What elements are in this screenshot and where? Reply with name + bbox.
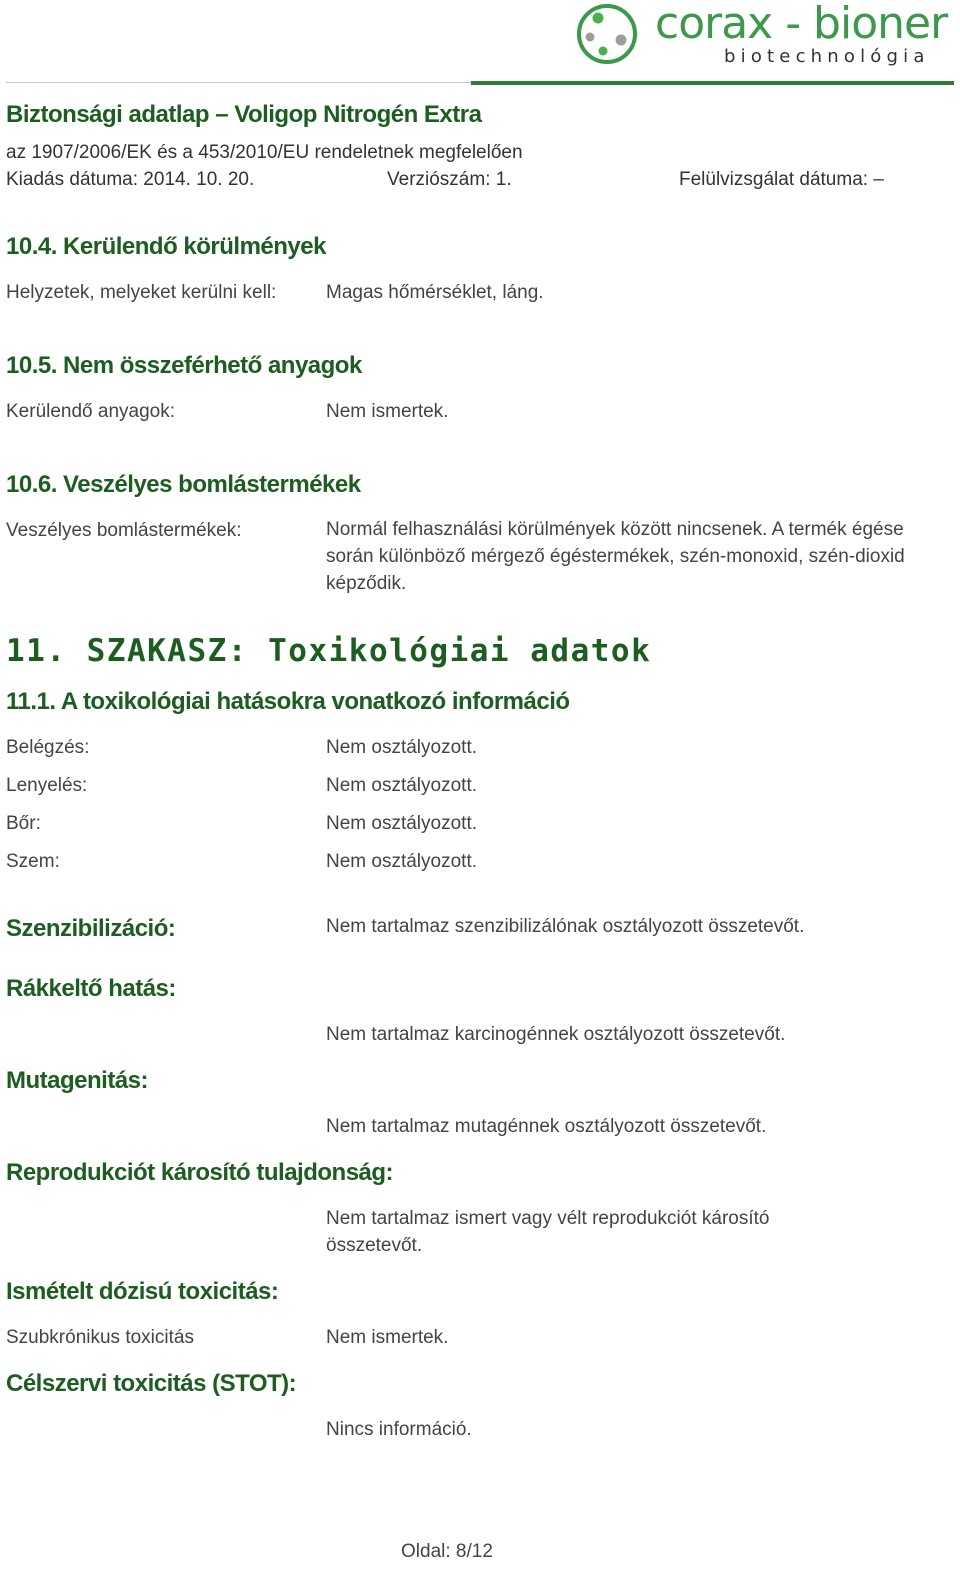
mutagenicity-value: Nem tartalmaz mutagénnek osztályozott összetevőt. <box>326 1116 767 1137</box>
stot-heading: Célszervi toxicitás (STOT): <box>6 1370 297 1397</box>
regulation-text: az 1907/2006/EK és a 453/2010/EU rendeletnek megfelelően <box>6 142 523 163</box>
section-10-5-label: Kerülendő anyagok: <box>6 401 176 422</box>
stot-value: Nincs információ. <box>326 1419 472 1440</box>
reproductive-toxicity-heading: Reprodukciót károsító tulajdonság: <box>6 1159 394 1186</box>
subchronic-toxicity-label: Szubkrónikus toxicitás <box>6 1327 194 1348</box>
mutagenicity-heading: Mutagenitás: <box>6 1067 149 1094</box>
header-divider <box>6 82 472 83</box>
review-date: Felülvizsgálat dátuma: – <box>679 169 884 190</box>
skin-label: Bőr: <box>6 813 41 834</box>
logo-name: corax - bioner <box>655 0 948 49</box>
eye-value: Nem osztályozott. <box>326 851 477 872</box>
section-11-1-heading: 11.1. A toxikológiai hatásokra vonatkozó információ <box>6 688 570 715</box>
section-10-4-label: Helyzetek, melyeket kerülni kell: <box>6 282 277 303</box>
carcinogenicity-heading: Rákkeltő hatás: <box>6 975 176 1002</box>
section-10-6-value: Normál felhasználási körülmények között nincsenek. A termék égése során különböző mérgező égéstermékek, szén-monoxid, szén-dioxid képződik. <box>326 519 905 594</box>
section-10-4-value: Magas hőmérséklet, láng. <box>326 282 544 303</box>
ingestion-value: Nem osztályozott. <box>326 775 477 796</box>
ingestion-label: Lenyelés: <box>6 775 88 796</box>
section-10-5-value: Nem ismertek. <box>326 401 449 422</box>
reproductive-toxicity-value: Nem tartalmaz ismert vagy vélt reprodukciót károsító összetevőt. <box>326 1208 770 1256</box>
corax-bioner-logo-icon <box>576 3 638 65</box>
section-11-heading: 11. SZAKASZ: Toxikológiai adatok <box>6 633 652 669</box>
eye-label: Szem: <box>6 851 60 872</box>
repeated-dose-heading: Ismételt dózisú toxicitás: <box>6 1278 279 1305</box>
inhalation-label: Belégzés: <box>6 737 90 758</box>
document-title: Biztonsági adatlap – Voligop Nitrogén Extra <box>6 101 482 128</box>
carcinogenicity-value: Nem tartalmaz karcinogénnek osztályozott összetevőt. <box>326 1024 786 1045</box>
issue-date: Kiadás dátuma: 2014. 10. 20. <box>6 169 255 190</box>
logo-tagline: biotechnológia <box>724 46 930 67</box>
version-number: Verziószám: 1. <box>387 169 512 190</box>
inhalation-value: Nem osztályozott. <box>326 737 477 758</box>
skin-value: Nem osztályozott. <box>326 813 477 834</box>
section-10-4-heading: 10.4. Kerülendő körülmények <box>6 233 326 260</box>
section-10-6-label: Veszélyes bomlástermékek: <box>6 520 242 541</box>
subchronic-toxicity-value: Nem ismertek. <box>326 1327 449 1348</box>
sensitization-value: Nem tartalmaz szenzibilizálónak osztályozott összetevőt. <box>326 916 805 937</box>
section-10-6-heading: 10.6. Veszélyes bomlástermékek <box>6 471 361 498</box>
page-number: Oldal: 8/12 <box>401 1541 493 1562</box>
sensitization-heading: Szenzibilizáció: <box>6 915 176 942</box>
header-accent-bar <box>471 81 954 85</box>
section-10-5-heading: 10.5. Nem összeférhető anyagok <box>6 352 362 379</box>
